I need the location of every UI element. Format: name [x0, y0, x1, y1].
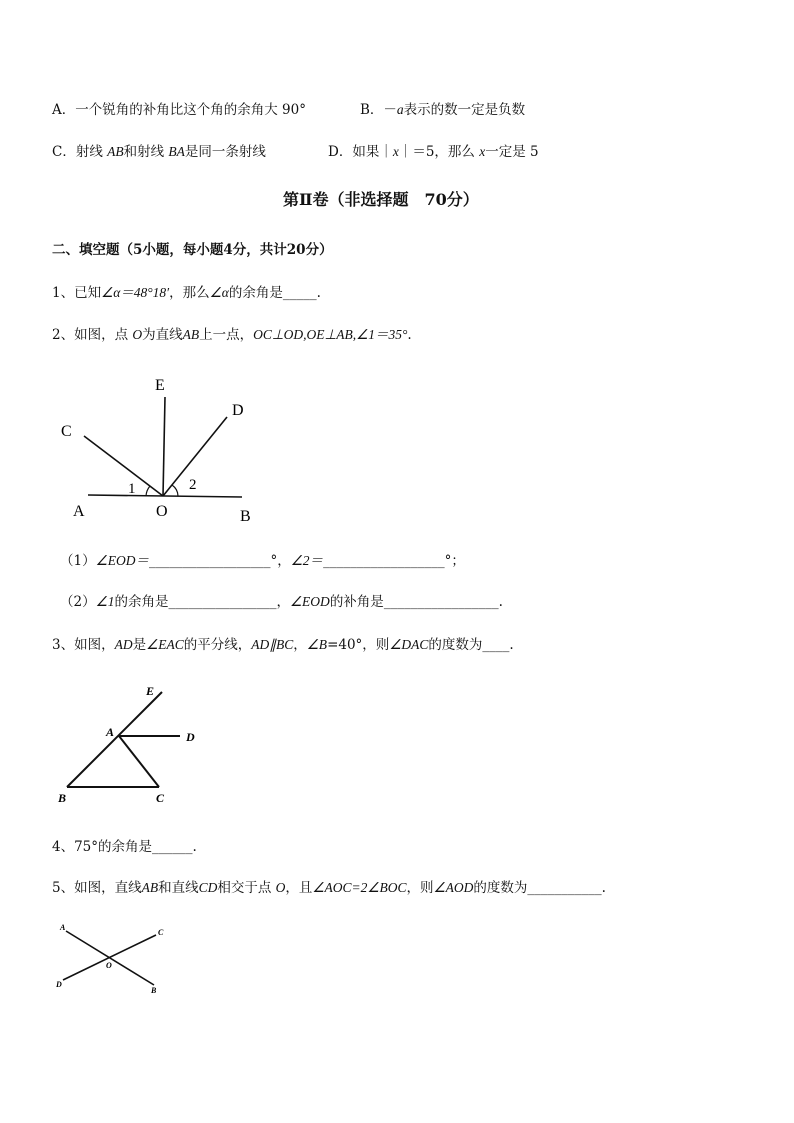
q2-2-mid2: 的补角是 [329, 594, 384, 610]
label-b: B [240, 508, 251, 525]
q5-ab: AB [141, 880, 159, 895]
choice-a-text: A．一个锐角的补角比这个角的余角大 90° [52, 102, 306, 118]
q2-cond: OC⊥OD,OE⊥AB,∠1＝35° [253, 327, 408, 342]
q3-mid: 是 [132, 637, 147, 653]
label-c: C [61, 423, 72, 440]
q2-mid2: 上一点， [199, 327, 254, 343]
q3-par: AD∥BC [251, 637, 294, 652]
label-angle-2: 2 [189, 477, 197, 493]
label2-b: B [58, 791, 67, 805]
q2-2-eod: ∠EOD [289, 594, 330, 609]
q1-suffix: 的余角是_____. [228, 285, 321, 301]
choice-d-mid: ｜＝5，那么 [398, 144, 480, 160]
label3-d: D [56, 980, 62, 989]
q3-mid2: 的平分线， [183, 637, 252, 653]
choice-b-prefix: B．－ [360, 102, 397, 118]
q3-eac: ∠EAC [146, 637, 184, 652]
q2-1-blank2: __________________°； [323, 553, 465, 569]
label3-b: B [151, 986, 157, 995]
question-2-part-2 [60, 593, 503, 611]
q1-angle2: ∠α [209, 285, 229, 300]
q2-prefix: 2、如图，点 [52, 327, 133, 343]
segment-ac [119, 736, 159, 787]
q3-ad: AD [114, 637, 133, 652]
q5-cond: ∠AOC=2∠BOC [312, 880, 407, 895]
choice-c-ba: BA [168, 144, 185, 159]
question-5 [52, 879, 606, 897]
choice-c-ab: AB [107, 144, 124, 159]
question-3 [52, 636, 514, 654]
q3-prefix: 3、如图， [52, 637, 115, 653]
q1-angle: ∠α＝48°18′ [101, 285, 170, 300]
q3-mid3: ， [293, 637, 307, 653]
label2-e: E [146, 684, 155, 698]
q3-suffix: 的度数为____. [428, 637, 514, 653]
label-o: O [156, 503, 168, 520]
q2-1-blank1: __________________°， [148, 553, 291, 569]
label-e: E [155, 377, 165, 394]
q1-mid: ，那么 [169, 285, 210, 301]
q3-mid4: =40°，则 [327, 637, 390, 653]
q2-2-blank2: _________________. [383, 594, 503, 610]
label-a: A [73, 503, 85, 520]
q5-cd: CD [198, 880, 218, 895]
choice-b-var: a [396, 102, 404, 117]
q2-o: O [132, 327, 143, 342]
line3-cd [63, 935, 156, 980]
question-4: 4、75°的余角是______. [52, 839, 197, 855]
q5-suffix: 的度数为___________. [473, 880, 606, 896]
arc-angle-1 [146, 486, 150, 496]
label2-d: D [186, 730, 195, 744]
section-heading: 二、填空题（5小题，每小题4分，共计20分） [52, 242, 333, 258]
label3-o: O [106, 961, 112, 970]
q3-b: ∠B [306, 637, 328, 652]
q5-mid2: 相交于点 [217, 880, 276, 896]
label-angle-1: 1 [128, 481, 136, 497]
ray-oc [84, 436, 163, 496]
q5-mid3: ，且 [285, 880, 313, 896]
choice-d-suffix: 一定是 5 [485, 144, 539, 160]
q2-2-mid: 的余角是 [114, 594, 169, 610]
q2-1-a2: ∠2＝ [290, 553, 324, 568]
label-d: D [232, 402, 244, 419]
q5-mid4: ，则 [406, 880, 434, 896]
label2-a: A [106, 725, 115, 739]
q5-aod: ∠AOD [433, 880, 474, 895]
question-2-part-1 [60, 552, 465, 570]
ray-oe [163, 397, 165, 496]
choice-d-x2: x [479, 144, 486, 159]
q2-ab: AB [182, 327, 200, 342]
choice-d-x1: x [392, 144, 399, 159]
q5-o: O [275, 880, 286, 895]
q5-prefix: 5、如图，直线 [52, 880, 142, 896]
q2-1-prefix: （1） [60, 553, 96, 569]
q5-mid: 和直线 [158, 880, 199, 896]
label3-c: C [158, 928, 164, 937]
choice-b-suffix: 表示的数一定是负数 [403, 102, 526, 118]
q2-1-eod: ∠EOD＝ [95, 553, 149, 568]
q2-2-a1: ∠1 [95, 594, 115, 609]
part-title: 第Ⅱ卷（非选择题 70分） [283, 190, 479, 209]
choice-c-prefix: C．射线 [52, 144, 108, 160]
choice-c-suffix: 是同一条射线 [184, 144, 266, 160]
q1-prefix: 1、已知 [52, 285, 102, 301]
choice-c-mid: 和射线 [123, 144, 169, 160]
q2-mid: 为直线 [142, 327, 183, 343]
q2-suffix: . [407, 327, 412, 343]
line-ab [88, 495, 242, 497]
choice-d-prefix: D．如果｜ [328, 144, 393, 160]
q2-2-blank1: ________________， [168, 594, 290, 610]
label3-a: A [60, 923, 66, 932]
label2-c: C [156, 791, 165, 805]
arc-angle-2 [172, 485, 178, 496]
q3-dac: ∠DAC [389, 637, 429, 652]
q2-2-prefix: （2） [60, 594, 96, 610]
